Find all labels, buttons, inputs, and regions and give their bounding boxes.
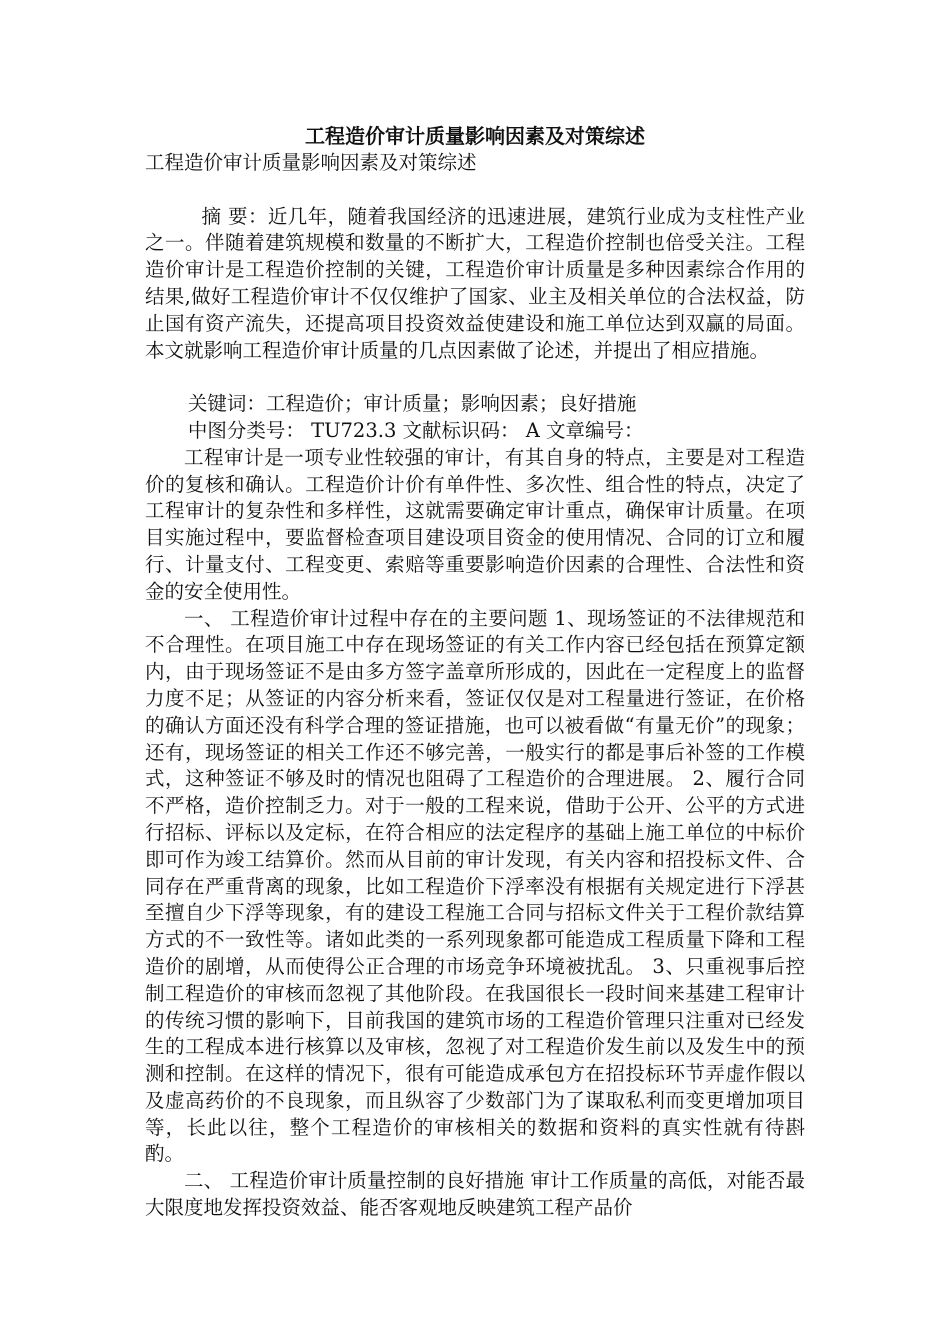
keywords-line: 关键词：工程造价；审计质量；影响因素；良好措施 — [187, 392, 637, 416]
blank-line — [145, 364, 805, 391]
abstract-paragraph: 摘 要：近几年，随着我国经济的迅速进展，建筑行业成为支柱性产业之一。伴随着建筑规模和数量的不断扩大，工程造价控制也倍受关注。工程造价审计是工程造价控制的关键，工程造价审计质量是多种因素综合作用的结果,做好工程造价审计不仅仅维护了国家、业主及相关单位的合法权益，防止国有资产流失，还提高项目投资效益使建设和施工单位达到双赢的局面。本文就影响工程造价审计质量的几点因素做了论述，并提出了相应措施。 — [145, 204, 805, 362]
document-title: 工程造价审计质量影响因素及对策综述 — [305, 124, 645, 148]
body-paragraph-problems: 一、 工程造价审计过程中存在的主要问题 1、现场签证的不法律规范和不合理性。在项目施工中存在现场签证的有关工作内容已经包括在预算定额内，由于现场签证不是由多方签字盖章所形成的，因此在一定程度上的监督力度不足；从签证的内容分析来看，签证仅仅是对工程量进行签证，在价格的确认方面还没有科学合理的签证措施，也可以被看做“有量无价”的现象；还有，现场签证的相关工作还不够完善，一般实行的都是事后补签的工作模式，这种签证不够及时的情况也阻碍了工程造价的合理进展。 2、履行合同不严格，造价控制乏力。对于一般的工程来说，借助于公开、公平的方式进行招标、评标以及定标，在符合相应的法定程序的基础上施工单位的中标价即可作为竣工结算价。然而从目前的审计发现，有关内容和招投标文件、合同存在严重背离的现象，比如工程造价下浮率没有根据有关规定进行下浮甚至擅自少下浮等现象，有的建设工程施工合同与招标文件关于工程价款结算方式的不一致性等。诸如此类的一系列现象都可能造成工程质量下降和工程造价的剧增，从而使得公正合理的市场竞争环境被扰乱。 3、只重视事后控制工程造价的审核而忽视了其他阶段。在我国很长一段时间来基建工程审计的传统习惯的影响下，目前我国的建筑市场的工程造价管理只注重对已经发生的工程成本进行核算以及审核，忽视了对工程造价发生前以及发生中的预测和控制。在这样的情况下，很有可能造成承包方在招投标环节弄虚作假以及虚高药价的不良现象，而且纵容了少数部门为了谋取私利而变更增加项目等，长此以往，整个工程造价的审核相关的数据和资料的真实性就有待斟酌。 — [145, 606, 805, 1166]
document-subtitle: 工程造价审计质量影响因素及对策综述 — [145, 151, 477, 174]
blank-line — [145, 177, 805, 204]
body-paragraph-measures: 二、 工程造价审计质量控制的良好措施 审计工作质量的高低，对能否最大限度地发挥投资效益、能否客观地反映建筑工程产品价 — [145, 1169, 805, 1220]
document-body — [145, 122, 805, 1222]
classification-line: 中图分类号： TU723.3 文献标识码： A 文章编号： — [187, 418, 644, 442]
body-paragraph-intro: 工程审计是一项专业性较强的审计，有其自身的特点，主要是对工程造价的复核和确认。工程造价计价有单件性、多次性、组合性的特点，决定了工程审计的复杂性和多样性，这就需要确定审计重点，确保审计质量。在项目实施过程中，要监督检查项目建设项目资金的使用情况、合同的订立和履行、计量支付、工程变更、索赔等重要影响造价因素的合理性、合法性和资金的安全使用性。 — [145, 445, 805, 603]
